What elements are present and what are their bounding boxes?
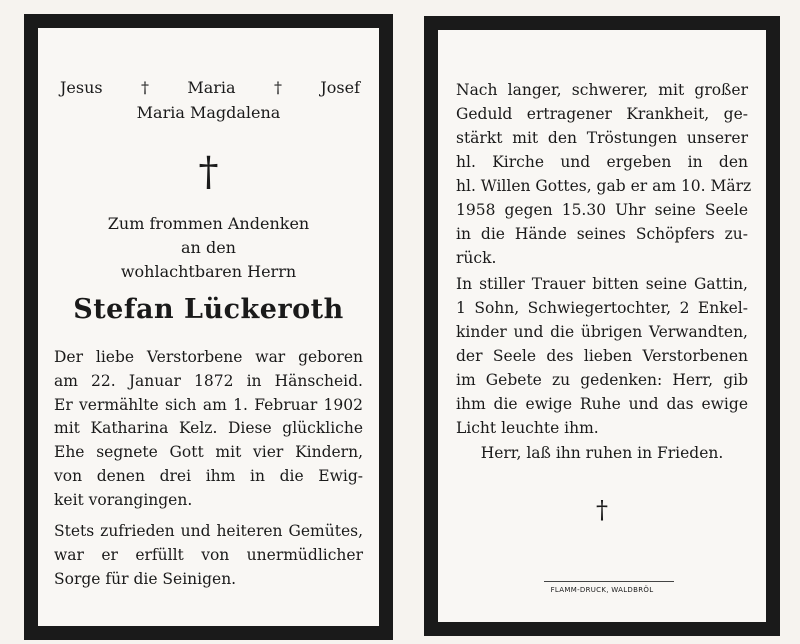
text-line: 1958 gegen 15.30 Uhr seine Seele: [456, 201, 748, 219]
printer-imprint: FLAMM-DRUCK, WALDBRÖL: [550, 586, 654, 594]
text-line: von denen drei ihm in die Ewig-: [54, 466, 363, 485]
deceased-name: Stefan Lückeroth: [73, 294, 344, 325]
text-line: am 22. Januar 1872 in Hänscheid.: [54, 371, 363, 390]
name-jesus: Jesus: [60, 78, 103, 97]
text-line: In stiller Trauer bitten seine Gattin,: [456, 275, 748, 293]
text-line: kinder und die übrigen Verwandten,: [456, 323, 748, 341]
left-card-inner: [38, 28, 379, 626]
text-line: hl. Willen Gottes, gab er am 10. März: [456, 177, 752, 195]
right-card-inner: [438, 30, 766, 622]
text-line: hl. Kirche und ergeben in den: [456, 153, 748, 171]
right-card: [424, 16, 780, 636]
text-line: Sorge für die Seinigen.: [54, 569, 237, 588]
text-line: mit Katharina Kelz. Diese glückliche: [54, 419, 363, 438]
holy-names: [60, 78, 360, 97]
text-line: in die Hände seines Schöpfers zu-: [456, 225, 748, 243]
divider: [544, 581, 674, 582]
text-line: Geduld ertragener Krankheit, ge-: [456, 105, 748, 123]
text-line: rück.: [456, 249, 497, 267]
cross-icon: †: [596, 496, 608, 524]
left-card: [24, 14, 393, 640]
cross-separator-icon: †: [140, 78, 149, 97]
text-line: stärkt mit den Tröstungen unserer: [456, 129, 748, 147]
closing-prayer: Herr, laß ihn ruhen in Frieden.: [480, 444, 724, 462]
text-line: Nach langer, schwerer, mit großer: [456, 81, 748, 99]
intro-line: wohlachtbaren Herrn: [120, 262, 297, 281]
text-line: Ehe segnete Gott mit vier Kindern,: [54, 443, 363, 462]
text-line: der Seele des lieben Verstorbenen: [456, 347, 748, 365]
text-line: im Gebete zu gedenken: Herr, gib: [456, 371, 748, 389]
text-line: Stets zufrieden und heiteren Gemütes,: [54, 522, 363, 540]
text-line: Er vermählte sich am 1. Februar 1902: [54, 395, 363, 414]
character-paragraph: [54, 520, 363, 591]
biography-paragraph: [54, 346, 363, 513]
name-josef: Josef: [320, 78, 360, 97]
text-line: keit vorangingen.: [54, 490, 193, 509]
name-maria-magdalena: Maria Magdalena: [136, 103, 281, 122]
text-line: war er erfüllt von unermüdlicher: [54, 545, 363, 564]
cross-icon: †: [198, 149, 219, 195]
cross-separator-icon: †: [273, 78, 282, 97]
text-line: 1 Sohn, Schwiegertochter, 2 Enkel-: [456, 299, 748, 317]
intro-text: [38, 212, 379, 284]
intro-line: an den: [181, 238, 236, 257]
intro-line: Zum frommen Andenken: [107, 214, 310, 233]
name-maria: Maria: [187, 78, 236, 97]
mourning-paragraph: [456, 272, 748, 440]
text-line: ihm die ewige Ruhe und das ewige: [456, 395, 748, 413]
death-paragraph: [456, 78, 752, 270]
text-line: Licht leuchte ihm.: [456, 419, 599, 437]
text-line: Der liebe Verstorbene war geboren: [54, 348, 363, 366]
